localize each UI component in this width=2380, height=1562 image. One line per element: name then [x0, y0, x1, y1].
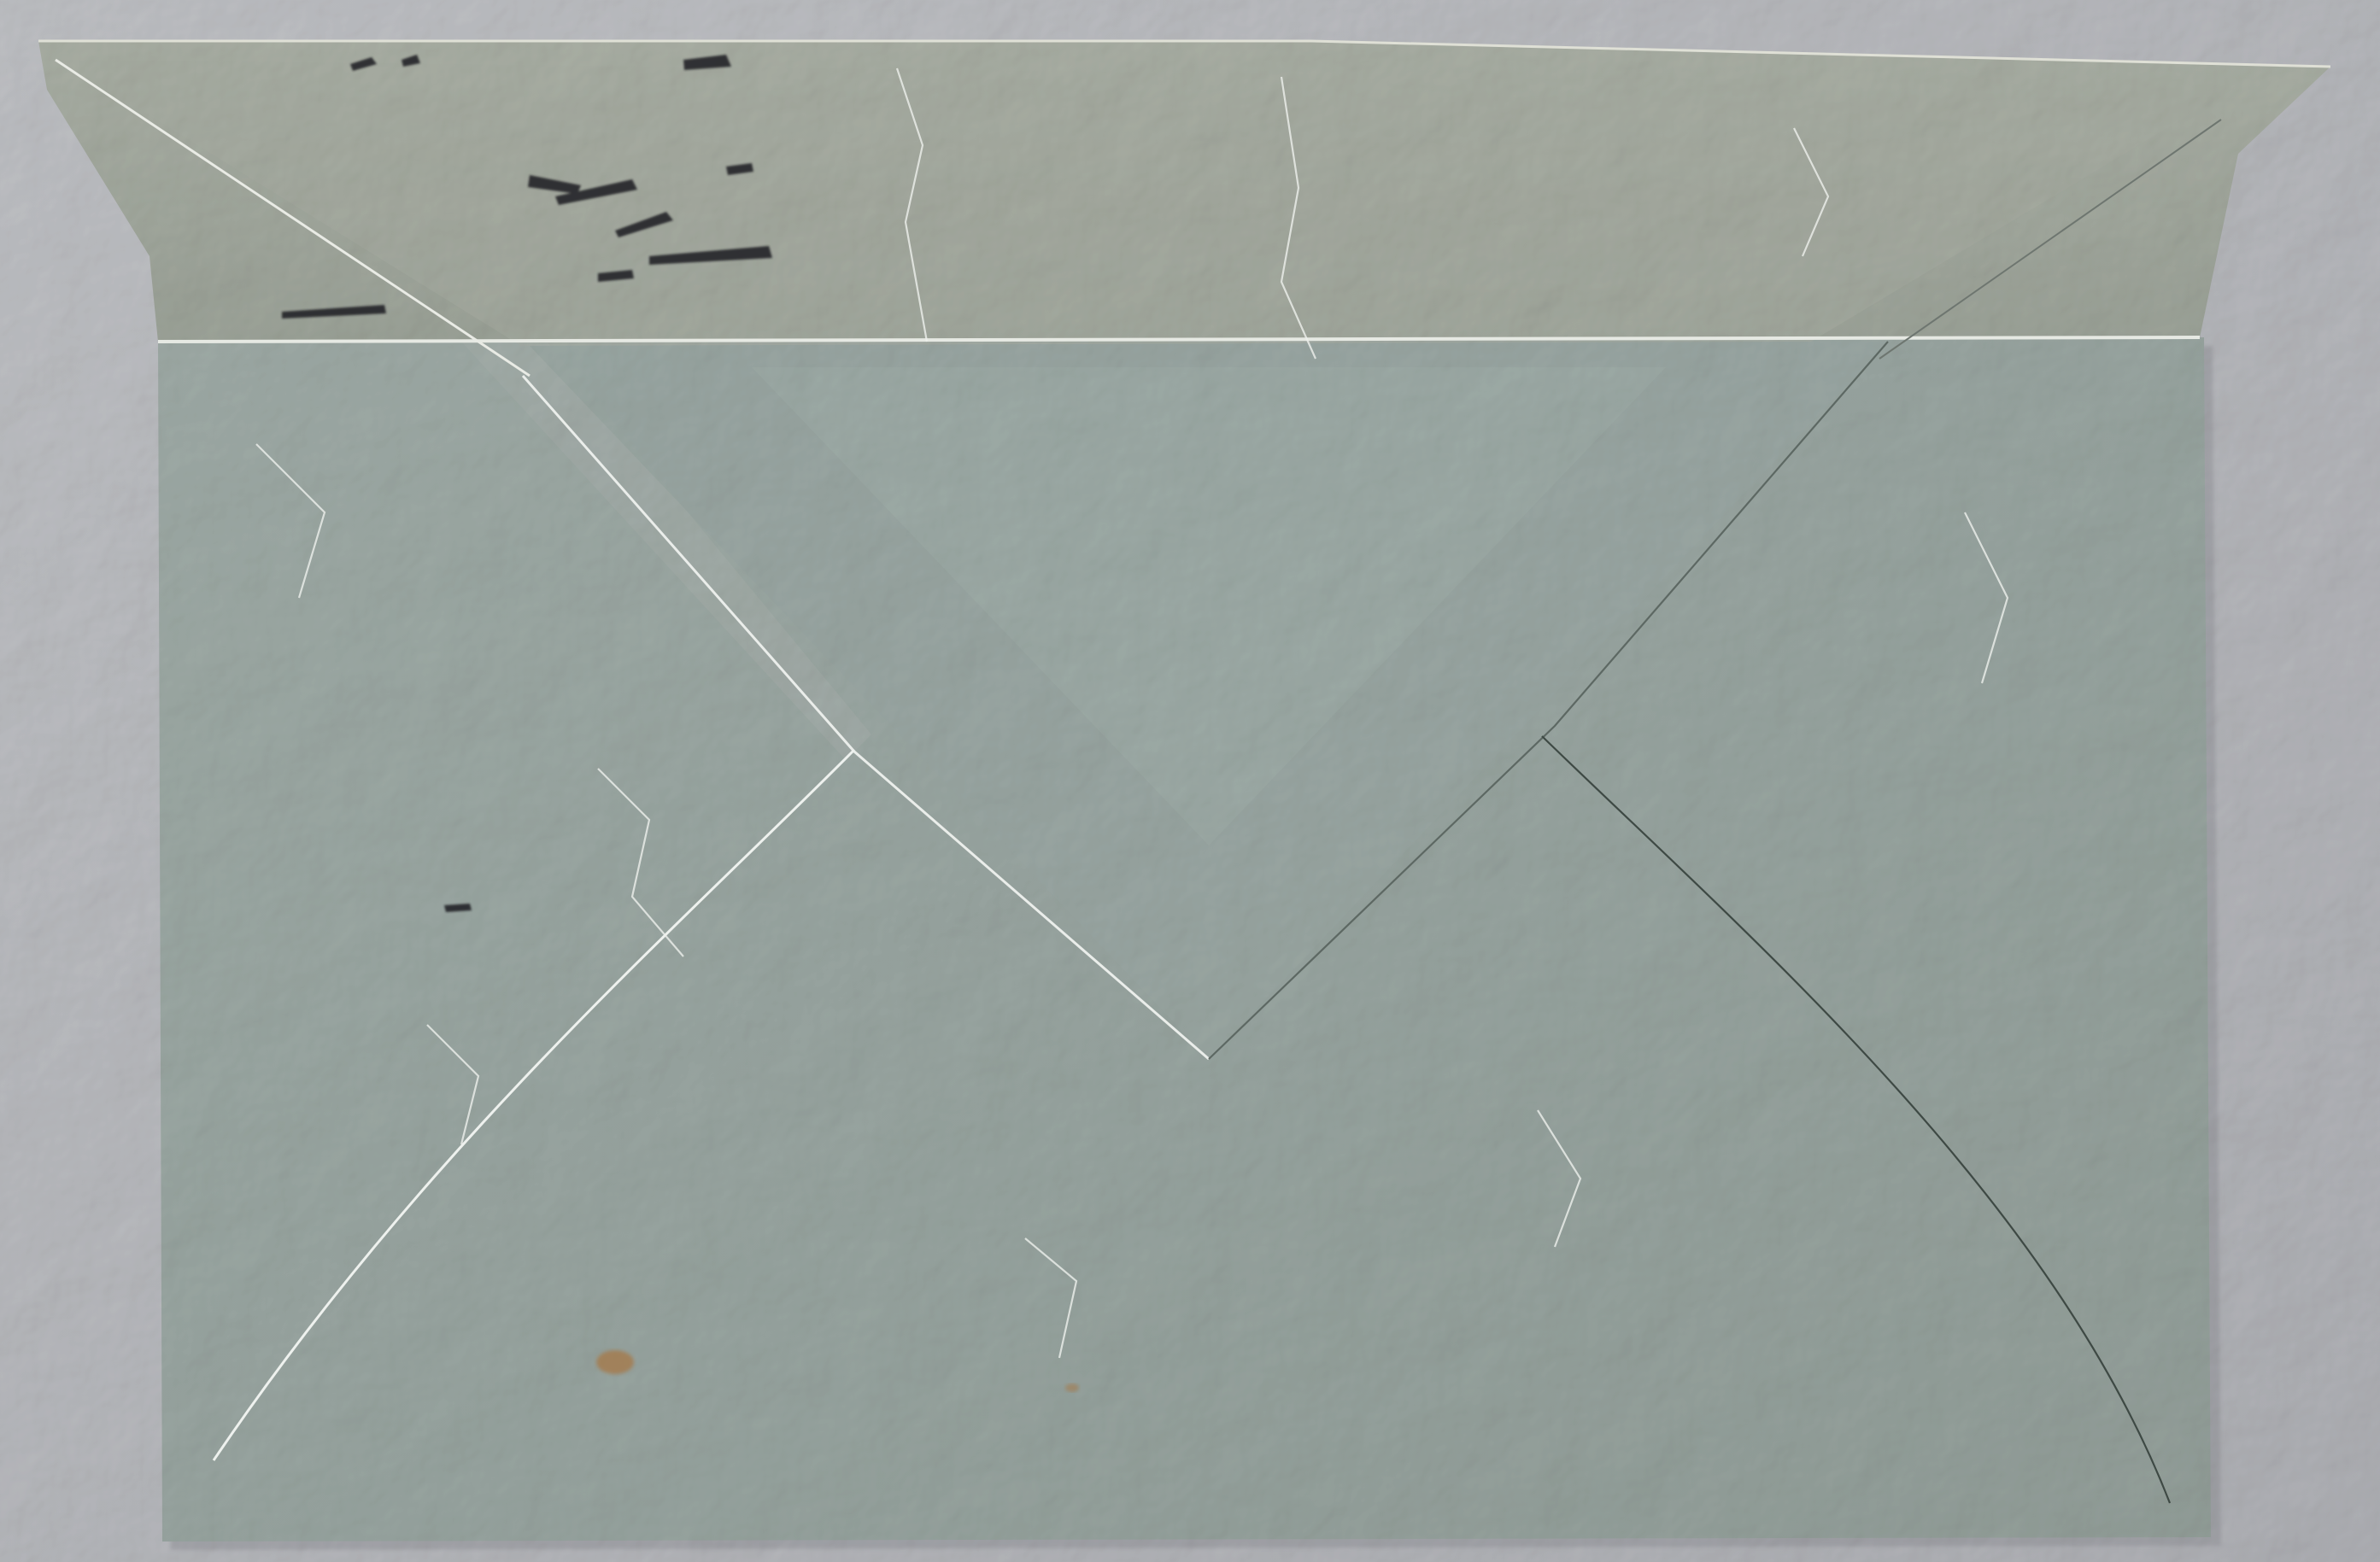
rust-stain — [596, 1350, 634, 1374]
small-stain — [1065, 1384, 1079, 1392]
